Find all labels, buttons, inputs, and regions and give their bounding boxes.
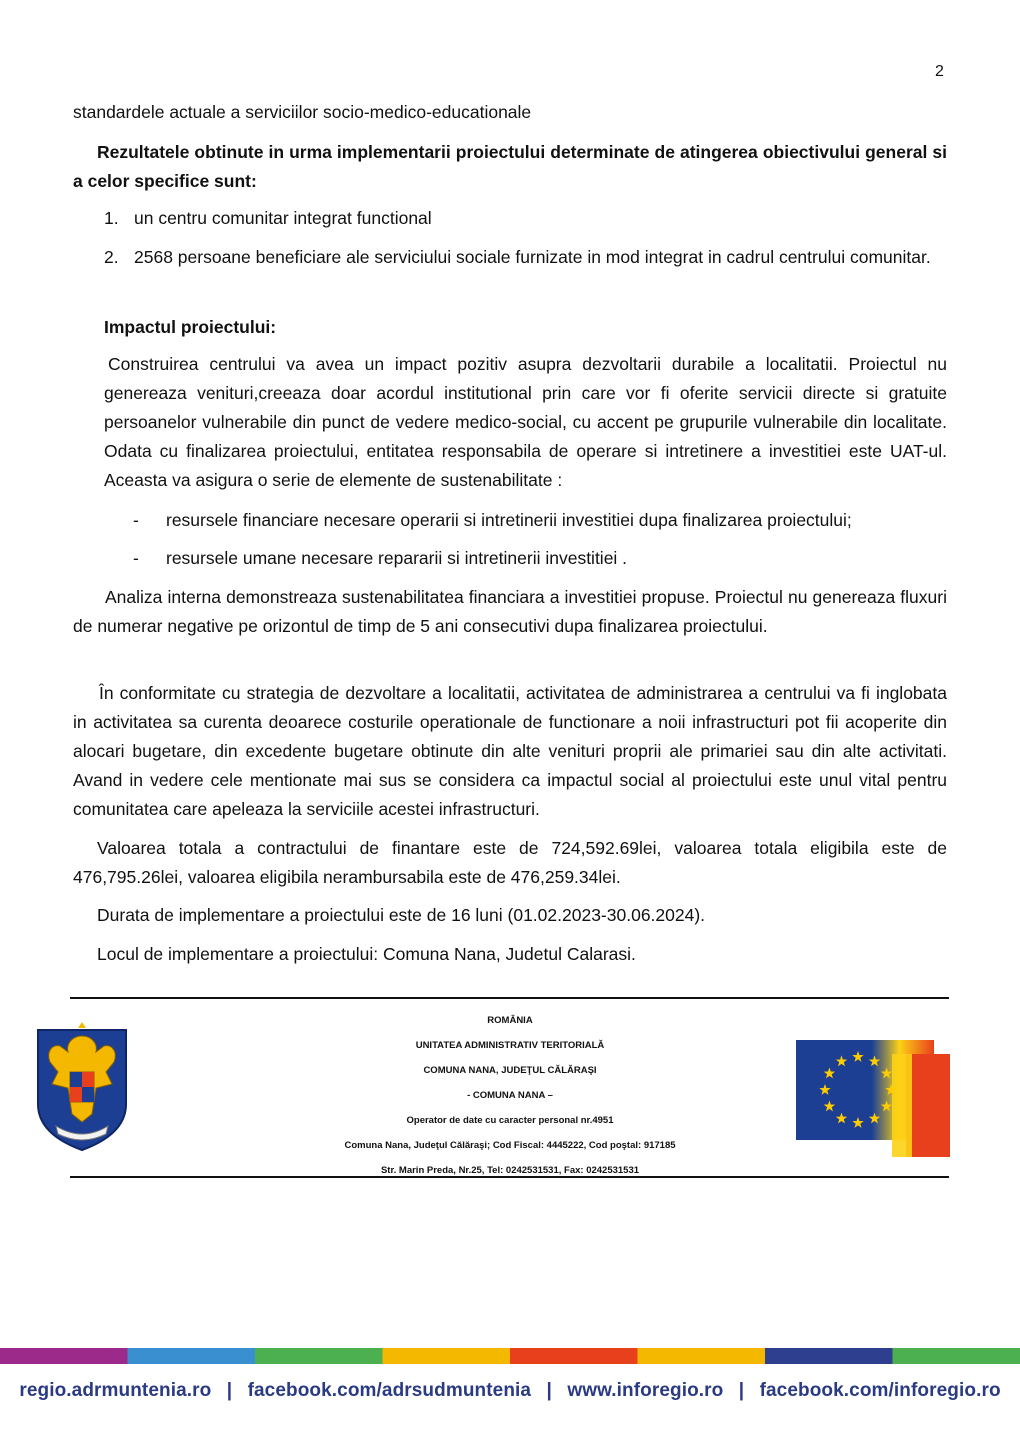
link-facebook-inforegio[interactable]: facebook.com/inforegio.ro: [759, 1380, 1001, 1401]
conformity-paragraph: În conformitate cu strategia de dezvoltare a localitatii, activitatea de administrarea a centrului va fi inglobata in activitatea sa curenta deoarece costurile operationale de functionare a noii infrastructuri pot fii acoperite din alocari bugetare, din excedente bugetare obtinute din alte venituri proprii ale primariei sau din alte activitati. Avand in vedere cele mentionate mai sus se considera ca impactul social al proiectului este unul vital pentru comunitatea care apeleaza la serviciile acestei infrastructuri.: [73, 683, 947, 819]
impact-paragraph: Construirea centrului va avea un impact pozitiv asupra dezvoltarii durabile a localitatii. Proiectul nu genereaza venituri,creeaza doar acordul institutional prin care vor fi oferite servicii directe si gratuite persoanelor vulnerabile din punct de vedere medico-social, cu accent pe grupurile vulnerabile din localitate. Odata cu finalizarea proiectului, entitatea responsabila de operare si intretinere a investitiei este UAT-ul. Aceasta va asigura o serie de elemente de sustenabilitate :: [104, 354, 947, 490]
footer-info: [270, 1008, 750, 1183]
impact-heading: Impactul proiectului:: [104, 317, 277, 337]
list-item-text: un centru comunitar integrat functional: [134, 208, 432, 228]
footer-address: Str. Marin Preda, Nr.25, Tel: 0242531531, Fax: 0242531531: [380, 1165, 640, 1176]
link-separator: |: [738, 1380, 745, 1401]
footer-unit: UNITATEA ADMINISTRATIV TERITORIALĂ: [415, 1040, 605, 1051]
footer-country: ROMÂNIA: [487, 1015, 533, 1026]
footer-commune: - COMUNA NANA –: [467, 1090, 553, 1101]
list-number: 1.: [104, 208, 119, 228]
footer-operator: Operator de date cu caracter personal nr.4951: [406, 1115, 614, 1126]
bullet-item-text: resursele financiare necesare operarii si intretinerii investitiei dupa finalizarea proiectului;: [166, 510, 852, 530]
stripe-segment: [0, 1348, 129, 1364]
link-regio[interactable]: regio.adrmuntenia.ro: [19, 1380, 212, 1401]
footer-links: [0, 1380, 1020, 1402]
stripe-segment: [510, 1348, 639, 1364]
location-paragraph: Locul de implementare a proiectului: Comuna Nana, Judetul Calarasi.: [97, 944, 636, 964]
bullet-dash: -: [133, 548, 139, 568]
footer-bottom-rule: [70, 1176, 949, 1178]
color-stripe: [0, 1348, 1020, 1364]
bullet-item: [133, 506, 947, 535]
duration-paragraph: Durata de implementare a proiectului este de 16 luni (01.02.2023-30.06.2024).: [97, 905, 706, 925]
list-number: 2.: [104, 247, 119, 267]
footer-fiscal: Comuna Nana, Judeţul Călăraşi; Cod Fiscal: 4445222, Cod poştal: 917185: [344, 1140, 676, 1151]
link-inforegio[interactable]: www.inforegio.ro: [567, 1380, 724, 1401]
list-item: [104, 243, 947, 272]
link-separator: |: [226, 1380, 233, 1401]
eu-flag-icon: [796, 1040, 950, 1157]
list-item: [104, 204, 947, 233]
page-number: 2: [935, 63, 944, 80]
footer-commune-county: COMUNA NANA, JUDEŢUL CĂLĂRAŞI: [423, 1065, 597, 1076]
stripe-segment: [638, 1348, 767, 1364]
stripe-segment: [765, 1348, 894, 1364]
stripe-segment: [255, 1348, 384, 1364]
bullet-item: [133, 544, 947, 573]
bullet-item-text: resursele umane necesare repararii si intretinerii investitiei .: [166, 548, 628, 568]
link-facebook-adrsudmuntenia[interactable]: facebook.com/adrsudmuntenia: [247, 1380, 532, 1401]
romania-coat-of-arms-icon: [32, 1022, 132, 1154]
stripe-segment: [383, 1348, 512, 1364]
bullet-dash: -: [133, 510, 139, 530]
results-heading: Rezultatele obtinute in urma implementarii proiectului determinate de atingerea obiectivului general si a celor specifice sunt:: [73, 142, 947, 191]
stripe-segment: [128, 1348, 257, 1364]
intro-line: standardele actuale a serviciilor socio-medico-educationale: [73, 102, 532, 122]
footer-top-rule: [70, 997, 949, 999]
value-paragraph: Valoarea totala a contractului de finantare este de 724,592.69lei, valoarea totala eligibila este de 476,795.26lei, valoarea eligibila nerambursabila este de 476,259.34lei.: [73, 838, 947, 887]
analysis-paragraph: Analiza interna demonstreaza sustenabilitatea financiara a investitiei propuse. Proiectul nu genereaza fluxuri de numerar negative pe orizontul de timp de 5 ani consecutivi dupa finalizarea proiectului.: [73, 587, 947, 636]
link-separator: |: [546, 1380, 552, 1401]
list-item-text: 2568 persoane beneficiare ale serviciului sociale furnizate in mod integrat in cadrul centrului comunitar.: [134, 247, 931, 267]
stripe-segment: [893, 1348, 1020, 1364]
